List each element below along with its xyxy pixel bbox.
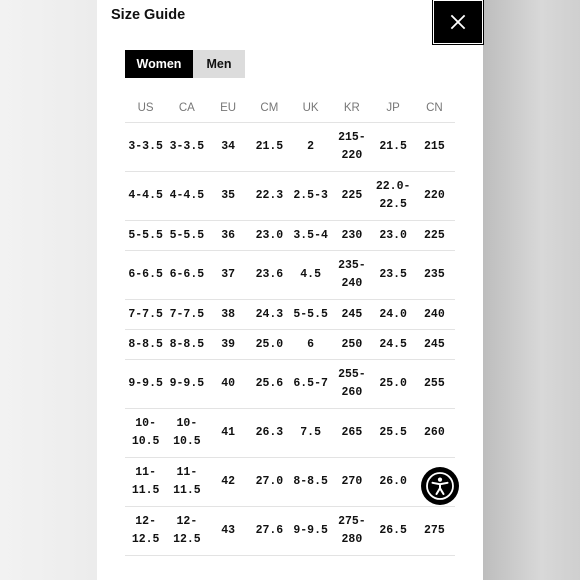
table-cell-eu: 35 xyxy=(221,189,236,202)
accessibility-button[interactable] xyxy=(421,467,459,505)
table-cell-uk: 5-5.5 xyxy=(293,307,328,321)
table-cell-jp: 26.5 xyxy=(379,524,407,537)
table-cell-uk: 3.5-4 xyxy=(293,228,328,242)
table-cell-cn: 245 xyxy=(424,337,445,351)
table-cell-kr: 275- 280 xyxy=(338,515,366,546)
table-cell-us: 7-7.5 xyxy=(128,307,163,321)
table-cell-kr: 255- 260 xyxy=(338,368,366,399)
table-cell-jp: 23.5 xyxy=(379,268,407,281)
table-cell-ca: 7-7.5 xyxy=(169,307,205,321)
table-cell-cm: 21.5 xyxy=(255,140,284,153)
table-cell-cm: 26.3 xyxy=(255,426,284,439)
table-cell-ca: 8-8.5 xyxy=(169,337,205,351)
column-header-eu: EU xyxy=(220,102,237,114)
column-header-us: US xyxy=(137,102,154,114)
background-left xyxy=(0,0,97,580)
table-cell-us: 5-5.5 xyxy=(128,228,163,242)
table-cell-jp: 26.0 xyxy=(379,475,407,488)
table-cell-jp: 23.0 xyxy=(379,228,407,242)
table-cell-jp: 25.5 xyxy=(379,426,407,439)
table-cell-kr: 225 xyxy=(341,189,363,202)
column-header-cm: CM xyxy=(260,102,279,114)
table-cell-cm: 24.3 xyxy=(255,307,284,321)
table-cell-ca: 9-9.5 xyxy=(169,377,205,390)
accessibility-icon xyxy=(425,471,455,501)
tab-women[interactable]: Women xyxy=(125,50,193,78)
table-cell-us: 11- 11.5 xyxy=(131,466,160,497)
table-row xyxy=(125,409,455,458)
table-row xyxy=(125,123,455,172)
table-cell-cn: 215 xyxy=(424,140,445,153)
table-cell-eu: 41 xyxy=(221,426,236,439)
table-row xyxy=(125,172,455,221)
table-cell-cm: 23.6 xyxy=(255,268,284,281)
table-cell-us: 12- 12.5 xyxy=(131,515,160,546)
table-cell-eu: 40 xyxy=(221,377,236,390)
tab-men[interactable]: Men xyxy=(193,50,245,78)
table-cell-eu: 43 xyxy=(221,524,236,537)
table-cell-cn: 220 xyxy=(424,189,445,202)
table-cell-cn: 255 xyxy=(424,377,445,390)
table-cell-cm: 23.0 xyxy=(255,228,284,242)
table-cell-eu: 37 xyxy=(221,268,236,281)
background-right xyxy=(483,0,580,580)
table-cell-kr: 215- 220 xyxy=(338,131,366,162)
table-cell-cm: 22.3 xyxy=(255,189,284,202)
table-cell-cm: 27.0 xyxy=(255,475,284,488)
table-cell-cn: 260 xyxy=(424,426,445,439)
table-cell-jp: 25.0 xyxy=(379,377,407,390)
table-row xyxy=(125,458,455,507)
table-cell-us: 9-9.5 xyxy=(128,377,163,390)
table-cell-ca: 11- 11.5 xyxy=(173,466,201,497)
close-icon xyxy=(450,14,466,30)
table-cell-ca: 4-4.5 xyxy=(169,189,205,202)
table-cell-eu: 42 xyxy=(221,475,236,488)
table-cell-kr: 250 xyxy=(341,337,363,351)
table-cell-eu: 36 xyxy=(221,228,236,242)
table-row xyxy=(125,507,455,556)
table-cell-cm: 25.6 xyxy=(255,377,284,390)
close-button[interactable] xyxy=(433,0,483,44)
table-cell-uk: 6 xyxy=(307,337,315,351)
table-cell-eu: 34 xyxy=(221,140,236,153)
table-cell-ca: 5-5.5 xyxy=(169,228,205,242)
table-body xyxy=(125,123,455,556)
column-header-uk: UK xyxy=(302,102,319,114)
table-cell-us: 10- 10.5 xyxy=(131,417,160,448)
table-cell-kr: 245 xyxy=(341,307,363,321)
size-table xyxy=(125,94,455,556)
table-cell-cn: 225 xyxy=(424,228,445,242)
table-cell-jp: 24.0 xyxy=(379,307,407,321)
column-header-cn: CN xyxy=(426,102,443,114)
table-cell-jp: 22.0- 22.5 xyxy=(375,180,411,211)
column-header-kr: KR xyxy=(343,102,360,114)
table-cell-eu: 39 xyxy=(221,337,236,351)
table-cell-uk: 9-9.5 xyxy=(293,524,328,537)
table-cell-ca: 3-3.5 xyxy=(169,140,205,153)
table-row xyxy=(125,251,455,300)
table-cell-eu: 38 xyxy=(221,307,236,321)
table-cell-cm: 25.0 xyxy=(255,337,284,351)
table-cell-ca: 12- 12.5 xyxy=(173,515,201,546)
table-cell-us: 4-4.5 xyxy=(128,189,163,202)
table-cell-jp: 24.5 xyxy=(379,337,407,351)
table-cell-uk: 6.5-7 xyxy=(293,377,328,390)
table-header-row xyxy=(125,94,455,123)
table-cell-cn: 240 xyxy=(424,307,445,321)
table-cell-kr: 230 xyxy=(341,228,363,242)
table-cell-kr: 235- 240 xyxy=(338,259,366,290)
table-row xyxy=(125,221,455,251)
table-cell-uk: 4.5 xyxy=(300,268,321,281)
table-cell-uk: 7.5 xyxy=(300,426,321,439)
table-cell-kr: 270 xyxy=(341,475,363,488)
table-cell-jp: 21.5 xyxy=(379,140,407,153)
table-row xyxy=(125,330,455,360)
table-cell-uk: 2 xyxy=(307,140,315,153)
modal-title: Size Guide xyxy=(111,7,186,23)
gender-tabs xyxy=(125,50,245,78)
table-row xyxy=(125,300,455,330)
table-cell-cm: 27.6 xyxy=(255,524,284,537)
table-cell-us: 8-8.5 xyxy=(128,337,163,351)
table-cell-us: 6-6.5 xyxy=(128,268,163,281)
table-cell-ca: 10- 10.5 xyxy=(173,417,201,448)
table-cell-cn: 275 xyxy=(424,524,445,537)
table-cell-cn: 235 xyxy=(424,268,445,281)
table-cell-kr: 265 xyxy=(341,426,363,439)
table-row xyxy=(125,360,455,409)
column-header-ca: CA xyxy=(178,102,195,114)
size-guide-modal xyxy=(97,0,483,580)
column-header-jp: JP xyxy=(386,102,400,114)
table-cell-uk: 8-8.5 xyxy=(293,475,328,488)
table-cell-uk: 2.5-3 xyxy=(293,189,328,202)
table-cell-ca: 6-6.5 xyxy=(169,268,205,281)
table-cell-us: 3-3.5 xyxy=(128,140,163,153)
